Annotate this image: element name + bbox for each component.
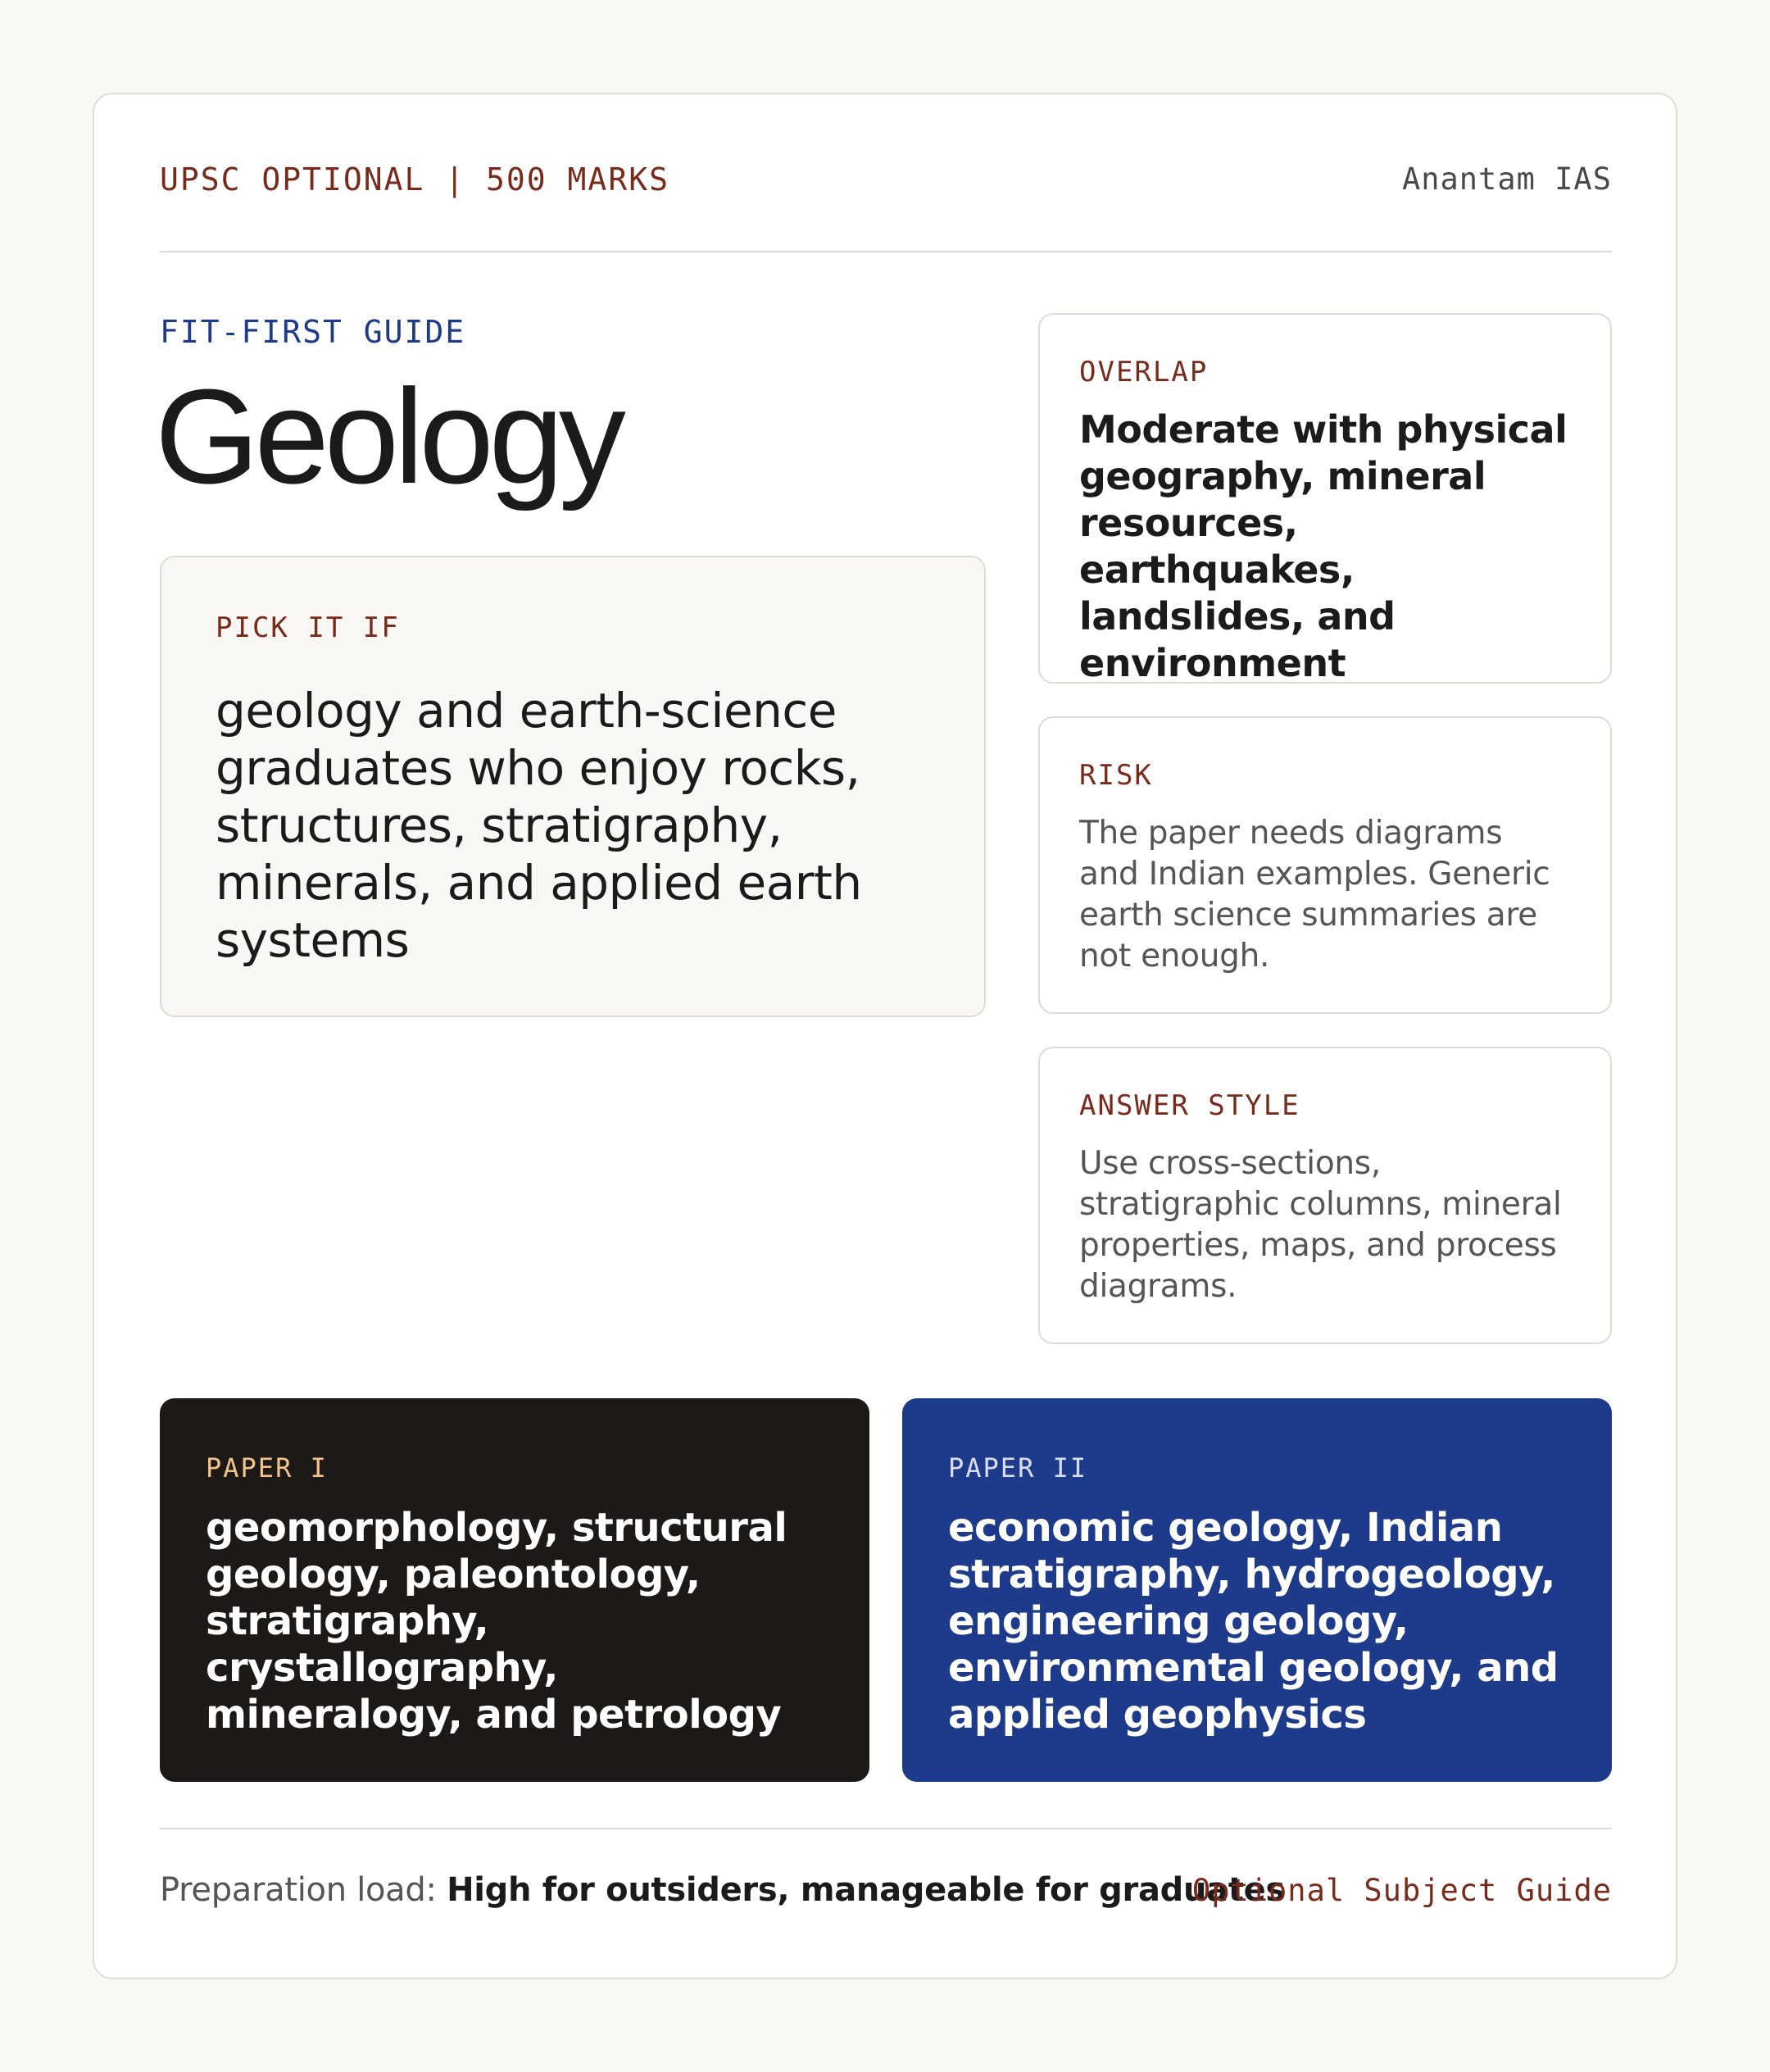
paper-1-label: PAPER I: [206, 1452, 328, 1484]
paper-1-text: geomorphology, structural geology, paleontology, stratigraphy, crystallography, mineralogy, and petrology: [206, 1505, 787, 1738]
overlap-text: Moderate with physical geography, mineral resources, earthquakes, landslides, and environment: [1079, 407, 1568, 685]
footer-tag: Optional Subject Guide: [1191, 1873, 1612, 1908]
pick-it-if-panel: [160, 556, 986, 1017]
guide-card: [93, 93, 1677, 1979]
paper-2-label: PAPER II: [948, 1452, 1088, 1484]
overlap-panel: [1038, 313, 1612, 684]
preparation-load-label: Preparation load:: [160, 1871, 447, 1909]
risk-panel: [1038, 716, 1612, 1014]
preparation-load: [160, 1871, 1285, 1909]
card-content: [155, 94, 1612, 1978]
overlap-label: OVERLAP: [1079, 356, 1209, 388]
paper-1-panel: [160, 1398, 869, 1782]
risk-text: The paper needs diagrams and Indian examples. Generic earth science summaries are not enough.: [1079, 815, 1550, 975]
answer-style-text: Use cross-sections, stratigraphic columns, mineral properties, maps, and process diagrams.: [1079, 1145, 1562, 1305]
footer-divider: [160, 1828, 1612, 1829]
risk-label: RISK: [1079, 759, 1153, 792]
paper-2-panel: [902, 1398, 1612, 1782]
brand-name: Anantam IAS: [1401, 161, 1612, 197]
answer-style-label: ANSWER STYLE: [1079, 1089, 1300, 1122]
paper-2-text: economic geology, Indian stratigraphy, hydrogeology, engineering geology, environmental geology, and applied geophysics: [948, 1505, 1559, 1738]
guide-label: FIT-FIRST GUIDE: [160, 314, 466, 350]
pick-it-if-text: geology and earth-science graduates who enjoy rocks, structures, stratigraphy, minerals, and applied earth systems: [216, 683, 862, 968]
answer-style-panel: [1038, 1047, 1612, 1344]
preparation-load-value: High for outsiders, manageable for graduates: [447, 1871, 1285, 1909]
pick-it-if-label: PICK IT IF: [216, 611, 400, 644]
header-bar: [160, 94, 1612, 252]
header-eyebrow: UPSC OPTIONAL | 500 MARKS: [160, 161, 669, 198]
page-title: Geology: [155, 361, 621, 511]
